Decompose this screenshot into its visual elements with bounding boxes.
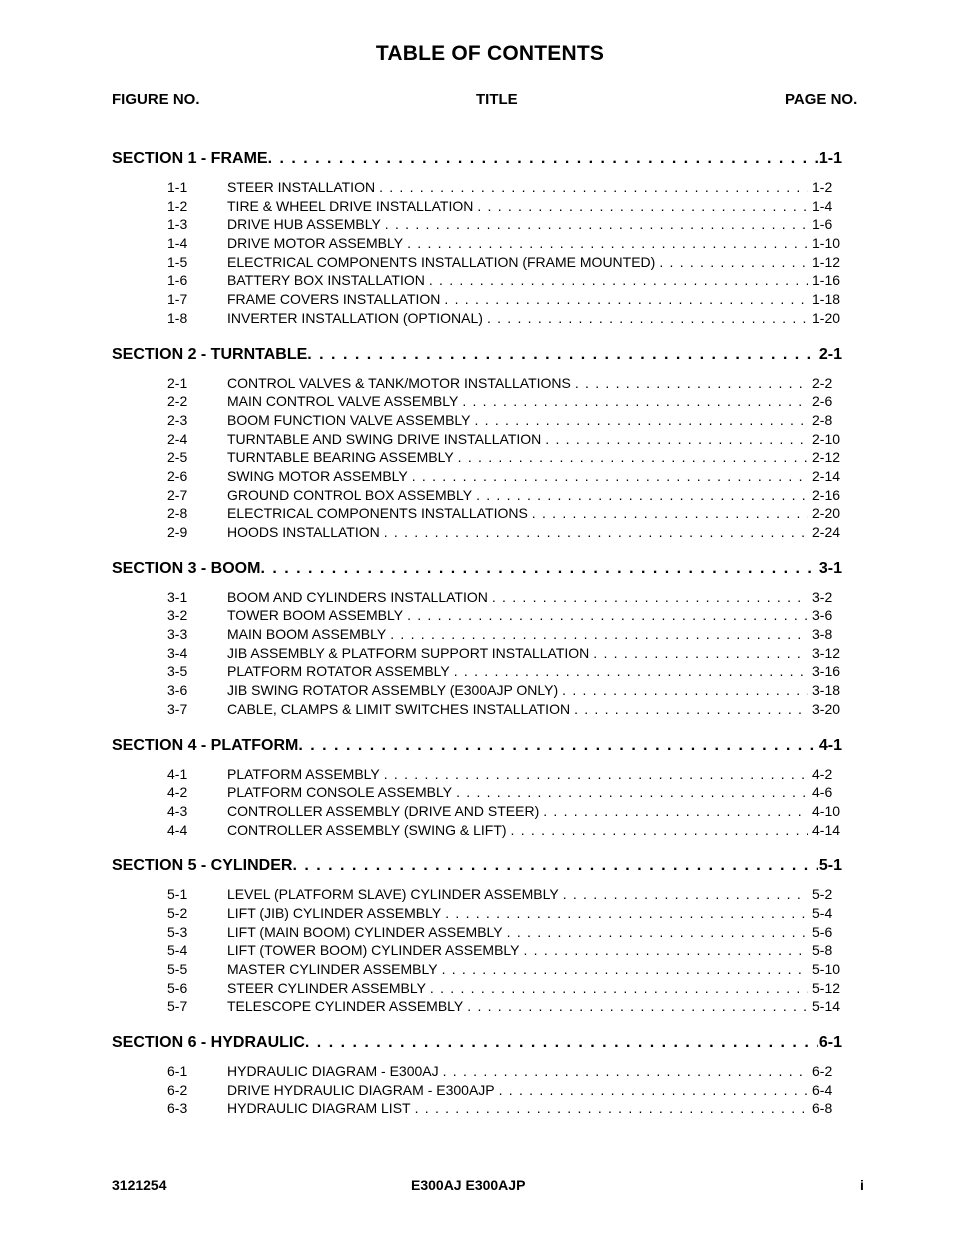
dot-leader — [380, 524, 808, 540]
figure-number: 1-4 — [167, 235, 188, 252]
entry-page-number: 1-16 — [812, 272, 841, 289]
section-page-number: 6-1 — [818, 1034, 842, 1052]
toc-entry[interactable] — [112, 645, 842, 664]
entry-page-number: 5-4 — [812, 904, 833, 921]
dot-leader — [471, 412, 809, 428]
entry-title: MASTER CYLINDER ASSEMBLY — [227, 961, 438, 977]
toc-section — [112, 857, 842, 1017]
entry-page-number: 6-8 — [812, 1100, 833, 1117]
entry-page-number: 3-16 — [812, 663, 841, 680]
figure-number: 2-2 — [167, 393, 188, 410]
section-items — [112, 1063, 842, 1119]
entry-page-number: 2-16 — [812, 486, 841, 503]
figure-number: 6-3 — [167, 1100, 188, 1117]
dot-leader — [307, 346, 818, 364]
toc-entry[interactable] — [112, 980, 842, 999]
dot-leader — [655, 254, 808, 270]
entry-page-number: 1-4 — [812, 197, 833, 214]
figure-number: 5-3 — [167, 923, 188, 940]
section-page-number: 2-1 — [818, 345, 842, 363]
toc-section — [112, 737, 842, 841]
toc-entry[interactable] — [112, 701, 842, 720]
toc-entry[interactable] — [112, 1082, 842, 1101]
section-items — [112, 766, 842, 841]
dot-leader — [381, 216, 808, 232]
entry-page-number: 5-2 — [812, 886, 833, 903]
toc-entry[interactable] — [112, 784, 842, 803]
entry-page-number: 4-2 — [812, 765, 833, 782]
dot-leader — [408, 468, 808, 484]
entry-title: DRIVE HUB ASSEMBLY — [227, 216, 381, 233]
column-header-page: PAGE NO. — [785, 91, 858, 108]
entry-title: CONTROLLER ASSEMBLY (SWING & LIFT) — [227, 821, 507, 838]
toc-section — [112, 560, 842, 720]
entry-page-number: 2-12 — [812, 449, 841, 466]
entry-title: HYDRAULIC DIAGRAM LIST — [227, 1100, 411, 1117]
entry-title: TOWER BOOM ASSEMBLY — [227, 607, 404, 624]
toc-entry[interactable] — [112, 1063, 842, 1082]
entry-title: TURNTABLE AND SWING DRIVE INSTALLATION — [227, 430, 542, 447]
figure-number: 1-7 — [167, 291, 188, 308]
figure-number: 6-1 — [167, 1063, 188, 1080]
entry-title: LIFT (TOWER BOOM) CYLINDER ASSEMBLY — [227, 942, 520, 959]
figure-number: 3-1 — [167, 588, 188, 605]
dot-leader — [528, 505, 808, 521]
section-heading[interactable] — [112, 150, 842, 174]
section-page-number: 4-1 — [818, 736, 842, 754]
entry-title: PLATFORM CONSOLE ASSEMBLY — [227, 784, 453, 801]
section-label: SECTION 1 - FRAME — [112, 150, 268, 167]
figure-number: 4-4 — [167, 821, 188, 838]
figure-number: 3-7 — [167, 700, 188, 717]
toc-entry[interactable] — [112, 291, 842, 310]
toc-entry[interactable] — [112, 505, 842, 524]
entry-page-number: 5-10 — [812, 961, 841, 977]
column-header-title: TITLE — [476, 91, 518, 108]
column-header-figure: FIGURE NO. — [112, 91, 200, 108]
dot-leader — [507, 822, 808, 838]
dot-leader — [386, 626, 808, 642]
figure-number: 3-6 — [167, 682, 188, 699]
toc-section — [112, 1034, 842, 1119]
toc-entry[interactable] — [112, 822, 842, 841]
entry-title: CONTROL VALVES & TANK/MOTOR INSTALLATIONS — [227, 374, 571, 391]
figure-number: 2-8 — [167, 505, 188, 522]
entry-page-number: 2-20 — [812, 505, 841, 522]
entry-page-number: 2-24 — [812, 524, 841, 540]
entry-title: JIB SWING ROTATOR ASSEMBLY (E300AJP ONLY) — [227, 682, 559, 699]
dot-leader — [403, 235, 808, 251]
section-page-number: 1-1 — [818, 150, 842, 167]
figure-number: 3-3 — [167, 626, 188, 643]
figure-number: 4-3 — [167, 802, 188, 819]
toc-entry[interactable] — [112, 924, 842, 943]
entry-title: JIB ASSEMBLY & PLATFORM SUPPORT INSTALLATION — [227, 644, 590, 661]
section-page-number: 3-1 — [818, 559, 842, 577]
toc-entry[interactable] — [112, 803, 842, 822]
figure-number: 1-6 — [167, 272, 188, 289]
dot-leader — [473, 198, 808, 214]
figure-number: 4-2 — [167, 784, 188, 801]
entry-title: LIFT (JIB) CYLINDER ASSEMBLY — [227, 904, 442, 921]
figure-number: 6-2 — [167, 1081, 188, 1098]
entry-title: MAIN CONTROL VALVE ASSEMBLY — [227, 393, 459, 410]
entry-title: PLATFORM ASSEMBLY — [227, 765, 380, 782]
entry-title: CONTROLLER ASSEMBLY (DRIVE AND STEER) — [227, 802, 540, 819]
dot-leader — [380, 766, 808, 782]
entry-page-number: 2-6 — [812, 393, 833, 410]
figure-number: 2-9 — [167, 524, 188, 540]
entry-title: PLATFORM ROTATOR ASSEMBLY — [227, 663, 450, 680]
dot-leader — [463, 998, 808, 1014]
toc-entry[interactable] — [112, 905, 842, 924]
dot-leader — [292, 857, 817, 875]
toc-entry[interactable] — [112, 198, 842, 217]
entry-page-number: 5-12 — [812, 979, 841, 996]
section-label: SECTION 5 - CYLINDER — [112, 857, 293, 875]
toc-entry[interactable] — [112, 468, 842, 487]
toc-entry[interactable] — [112, 766, 842, 785]
entry-title: STEER CYLINDER ASSEMBLY — [227, 979, 426, 996]
entry-page-number: 1-2 — [812, 179, 833, 195]
entry-title: BOOM AND CYLINDERS INSTALLATION — [227, 588, 488, 605]
figure-number: 5-7 — [167, 998, 188, 1015]
dot-leader — [541, 431, 808, 447]
toc-entry[interactable] — [112, 375, 842, 394]
entry-page-number: 3-6 — [812, 607, 833, 624]
entry-title: CABLE, CLAMPS & LIMIT SWITCHES INSTALLATION — [227, 700, 571, 717]
page-title: TABLE OF CONTENTS — [375, 42, 605, 65]
section-heading[interactable] — [112, 857, 842, 881]
figure-number: 4-1 — [167, 765, 188, 782]
entry-page-number: 4-10 — [812, 802, 841, 819]
figure-number: 2-7 — [167, 486, 188, 503]
entry-title: DRIVE MOTOR ASSEMBLY — [227, 235, 404, 252]
entry-title: TURNTABLE BEARING ASSEMBLY — [227, 449, 454, 466]
entry-title: TIRE & WHEEL DRIVE INSTALLATION — [227, 197, 474, 214]
toc-entry[interactable] — [112, 235, 842, 254]
footer-model: E300AJ E300AJP — [411, 1177, 526, 1193]
entry-page-number: 2-14 — [812, 467, 841, 484]
dot-leader — [450, 663, 808, 679]
entry-title: LIFT (MAIN BOOM) CYLINDER ASSEMBLY — [227, 923, 503, 940]
figure-number: 1-2 — [167, 197, 188, 214]
footer-doc-number: 3121254 — [112, 1177, 167, 1193]
entry-title: TELESCOPE CYLINDER ASSEMBLY — [227, 998, 464, 1015]
figure-number: 2-1 — [167, 374, 188, 391]
dot-leader — [403, 607, 808, 623]
table-of-contents — [112, 150, 842, 1136]
dot-leader — [495, 1082, 808, 1098]
dot-leader — [571, 375, 808, 391]
toc-entry[interactable] — [112, 1100, 842, 1119]
dot-leader — [483, 310, 808, 326]
dot-leader — [298, 737, 818, 755]
dot-leader — [452, 784, 808, 800]
entry-title: SWING MOTOR ASSEMBLY — [227, 467, 408, 484]
toc-entry[interactable] — [112, 431, 842, 450]
toc-entry[interactable] — [112, 272, 842, 291]
entry-title: DRIVE HYDRAULIC DIAGRAM - E300AJP — [227, 1081, 495, 1098]
entry-title: LEVEL (PLATFORM SLAVE) CYLINDER ASSEMBLY — [227, 886, 559, 903]
entry-page-number: 1-12 — [812, 253, 841, 270]
figure-number: 2-6 — [167, 467, 188, 484]
figure-number: 1-5 — [167, 253, 188, 270]
figure-number: 5-4 — [167, 942, 188, 959]
dot-leader — [570, 701, 808, 717]
entry-page-number: 3-20 — [812, 700, 841, 717]
toc-section — [112, 346, 842, 543]
toc-entry[interactable] — [112, 663, 842, 682]
entry-page-number: 5-6 — [812, 923, 833, 940]
entry-page-number: 1-10 — [812, 235, 841, 252]
toc-entry[interactable] — [112, 524, 842, 543]
figure-number: 3-2 — [167, 607, 188, 624]
dot-leader — [454, 449, 808, 465]
toc-entry[interactable] — [112, 487, 842, 506]
dot-leader — [426, 980, 808, 996]
dot-leader — [488, 589, 808, 605]
entry-title: BATTERY BOX INSTALLATION — [227, 272, 425, 289]
section-heading[interactable] — [112, 1034, 842, 1058]
entry-title: MAIN BOOM ASSEMBLY — [227, 626, 387, 643]
toc-entry[interactable] — [112, 626, 842, 645]
toc-section — [112, 150, 842, 329]
section-items — [112, 886, 842, 1017]
dot-leader — [438, 961, 808, 977]
entry-page-number: 2-10 — [812, 430, 841, 447]
dot-leader — [539, 803, 808, 819]
section-heading[interactable] — [112, 737, 842, 761]
dot-leader — [458, 393, 808, 409]
figure-number: 5-1 — [167, 886, 188, 903]
entry-page-number: 1-20 — [812, 309, 841, 326]
section-heading[interactable] — [112, 560, 842, 584]
toc-entry[interactable] — [112, 961, 842, 980]
section-items — [112, 179, 842, 329]
figure-number: 2-4 — [167, 430, 188, 447]
figure-number: 2-5 — [167, 449, 188, 466]
entry-page-number: 3-12 — [812, 644, 841, 661]
toc-entry[interactable] — [112, 998, 842, 1017]
entry-page-number: 3-8 — [812, 626, 833, 643]
entry-page-number: 4-14 — [812, 821, 841, 838]
figure-number: 2-3 — [167, 411, 188, 428]
figure-number: 1-8 — [167, 309, 188, 326]
entry-page-number: 5-14 — [812, 998, 841, 1015]
entry-page-number: 3-2 — [812, 588, 833, 605]
section-items — [112, 589, 842, 720]
toc-entry[interactable] — [112, 589, 842, 608]
entry-title: INVERTER INSTALLATION (OPTIONAL) — [227, 309, 483, 326]
dot-leader — [375, 179, 808, 195]
dot-leader — [520, 942, 809, 958]
section-label: SECTION 3 - BOOM — [112, 559, 261, 577]
entry-title: FRAME COVERS INSTALLATION — [227, 291, 441, 308]
dot-leader — [439, 1063, 808, 1079]
dot-leader — [440, 291, 808, 307]
figure-number: 5-2 — [167, 904, 188, 921]
figure-number: 3-4 — [167, 644, 188, 661]
dot-leader — [305, 1034, 818, 1052]
toc-entry[interactable] — [112, 886, 842, 905]
dot-leader — [268, 150, 818, 168]
dot-leader — [260, 560, 817, 578]
entry-page-number: 2-2 — [812, 374, 833, 391]
figure-number: 1-1 — [167, 179, 188, 195]
entry-title: HYDRAULIC DIAGRAM - E300AJ — [227, 1063, 439, 1080]
entry-page-number: 6-2 — [812, 1063, 833, 1080]
entry-page-number: 4-6 — [812, 784, 833, 801]
toc-entry[interactable] — [112, 412, 842, 431]
figure-number: 3-5 — [167, 663, 188, 680]
dot-leader — [425, 272, 808, 288]
toc-entry[interactable] — [112, 393, 842, 412]
dot-leader — [441, 905, 808, 921]
dot-leader — [559, 886, 808, 902]
toc-entry[interactable] — [112, 449, 842, 468]
entry-title: BOOM FUNCTION VALVE ASSEMBLY — [227, 411, 471, 428]
section-label: SECTION 2 - TURNTABLE — [112, 345, 308, 363]
toc-entry[interactable] — [112, 179, 842, 198]
entry-page-number: 3-18 — [812, 682, 841, 699]
entry-title: ELECTRICAL COMPONENTS INSTALLATIONS — [227, 505, 528, 522]
entry-page-number: 1-6 — [812, 216, 833, 233]
entry-title: HOODS INSTALLATION — [227, 524, 380, 540]
entry-title: ELECTRICAL COMPONENTS INSTALLATION (FRAME MOUNTED) — [227, 253, 656, 270]
toc-entry[interactable] — [112, 607, 842, 626]
section-heading[interactable] — [112, 346, 842, 370]
figure-number: 1-3 — [167, 216, 188, 233]
section-items — [112, 375, 842, 543]
figure-number: 5-5 — [167, 961, 188, 977]
toc-entry[interactable] — [112, 310, 842, 329]
section-page-number: 5-1 — [818, 857, 842, 875]
dot-leader — [503, 924, 808, 940]
figure-number: 5-6 — [167, 979, 188, 996]
entry-page-number: 6-4 — [812, 1081, 833, 1098]
toc-entry[interactable] — [112, 682, 842, 701]
entry-title: STEER INSTALLATION — [227, 179, 376, 195]
entry-title: GROUND CONTROL BOX ASSEMBLY — [227, 486, 473, 503]
dot-leader — [411, 1100, 808, 1116]
footer-page-number: i — [860, 1177, 864, 1193]
entry-page-number: 2-8 — [812, 411, 833, 428]
entry-page-number: 5-8 — [812, 942, 833, 959]
toc-entry[interactable] — [112, 216, 842, 235]
toc-entry[interactable] — [112, 254, 842, 273]
section-label: SECTION 6 - HYDRAULIC — [112, 1034, 305, 1052]
dot-leader — [472, 487, 808, 503]
section-label: SECTION 4 - PLATFORM — [112, 736, 299, 754]
entry-page-number: 1-18 — [812, 291, 841, 308]
dot-leader — [558, 682, 808, 698]
dot-leader — [589, 645, 808, 661]
toc-entry[interactable] — [112, 942, 842, 961]
